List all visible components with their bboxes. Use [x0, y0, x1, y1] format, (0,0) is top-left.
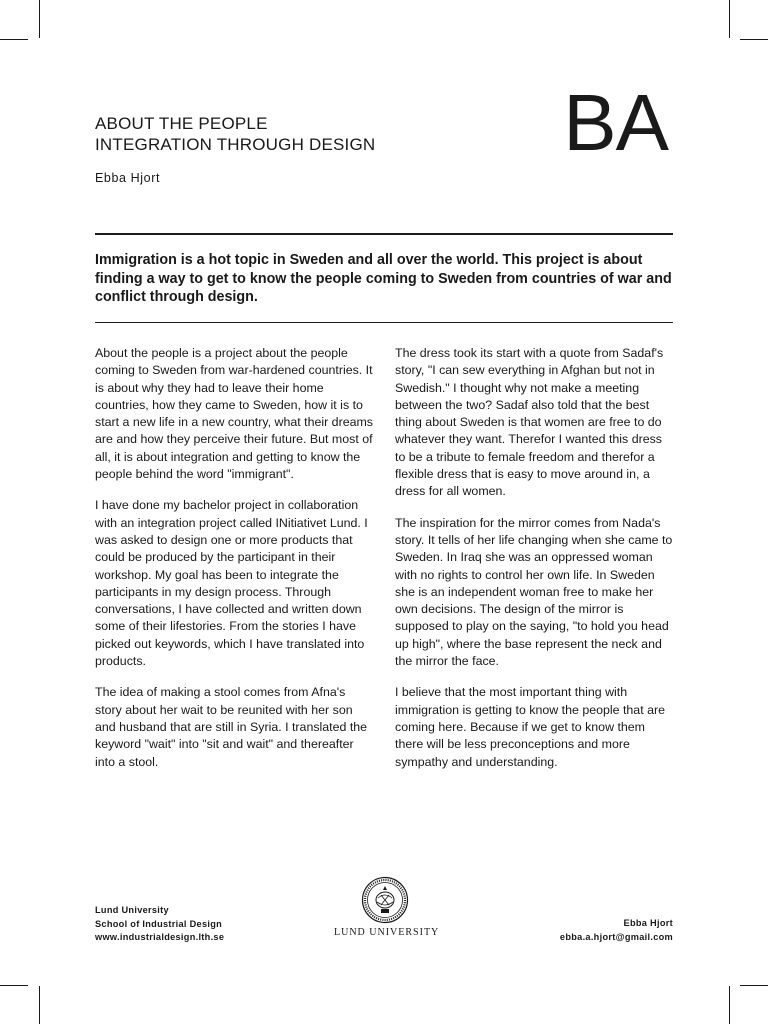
crop-mark — [0, 985, 28, 986]
body-column-left — [95, 345, 375, 785]
footer-email: ebba.a.hjort@gmail.com — [559, 931, 673, 942]
body-paragraph: The dress took its start with a quote from Sadaf's story, "I can sew everything in Afghan but not in Swedish." I thought why not make a meeting between the two? Sadaf also told that the best thing about Sweden is that women are free to do whatever they want. Therefor I wanted this dress to be a tribute to female freedom and therefor a flexible dress that is easy to move around in, a dress for all women. — [395, 346, 664, 499]
crop-mark — [729, 0, 730, 38]
footer-line: Ebba Hjort — [623, 918, 673, 928]
title-line-1: ABOUT THE PEOPLE — [95, 114, 268, 133]
logo-wordmark: LUND UNIVERSITY — [334, 927, 440, 938]
body-paragraph: I have done my bachelor project in collaboration with an integration project called INitiativet Lund. I was asked to design one or more products that could be produced by the participant in their workshop. My goal has been to integrate the participants in my design process. Through conversations, I have collected and written down some of their lifestories. From the stories I have picked out keywords, which I have translated into products. — [95, 498, 368, 669]
body-paragraph: About the people is a project about the people coming to Sweden from war-hardened countries. It is about why they had to leave their home countries, how they came to Sweden, how it is to start a new life in a new country, what their dreams are and how they perceive their future. But most of all, it is about integration and getting to know the people behind the word "immigrant". — [95, 346, 373, 482]
lund-university-logo — [334, 876, 440, 938]
footer-institution — [95, 904, 224, 945]
crop-mark — [740, 985, 768, 986]
title-line-2: INTEGRATION THROUGH DESIGN — [95, 135, 376, 154]
crop-mark — [39, 0, 40, 38]
body-column-right — [395, 345, 675, 785]
footer-line: School of Industrial Design — [95, 918, 223, 929]
crop-mark — [740, 39, 768, 40]
divider-bottom — [95, 322, 673, 323]
body-paragraph: I believe that the most important thing with immigration is getting to know the people that are coming here. Because if we get to know them there will be less preconceptions and more sympathy and understanding. — [395, 685, 665, 769]
crop-mark — [39, 986, 40, 1024]
footer-contact — [560, 917, 673, 944]
divider-top — [95, 233, 673, 235]
degree-label: BA — [563, 78, 668, 167]
crop-mark — [729, 986, 730, 1024]
university-seal-icon — [361, 876, 409, 924]
lead-paragraph: Immigration is a hot topic in Sweden and all over the world. This project is about finding a way to get to know the people coming to Sweden from countries of war and conflict through design. — [95, 252, 672, 305]
footer-line: www.industrialdesign.lth.se — [95, 932, 225, 942]
author-name: Ebba Hjort — [95, 171, 161, 185]
footer-line: Lund University — [95, 905, 169, 915]
crop-mark — [0, 39, 28, 40]
page-title — [95, 113, 495, 155]
body-paragraph: The inspiration for the mirror comes from Nada's story. It tells of her life changing when she came to Sweden. In Iraq she was an oppressed woman with no rights to control her own life. In Sweden she is an independent woman free to make her own decisions. The design of the mirror is supposed to play on the saying, "to hold you head up high", where the base represent the neck and the mirror the face. — [395, 515, 673, 669]
body-paragraph: The idea of making a stool comes from Afna's story about her wait to be reunited with her son and husband that are still in Syria. I translated the keyword "wait" into "sit and wait" and thereafter into a stool. — [95, 685, 368, 769]
